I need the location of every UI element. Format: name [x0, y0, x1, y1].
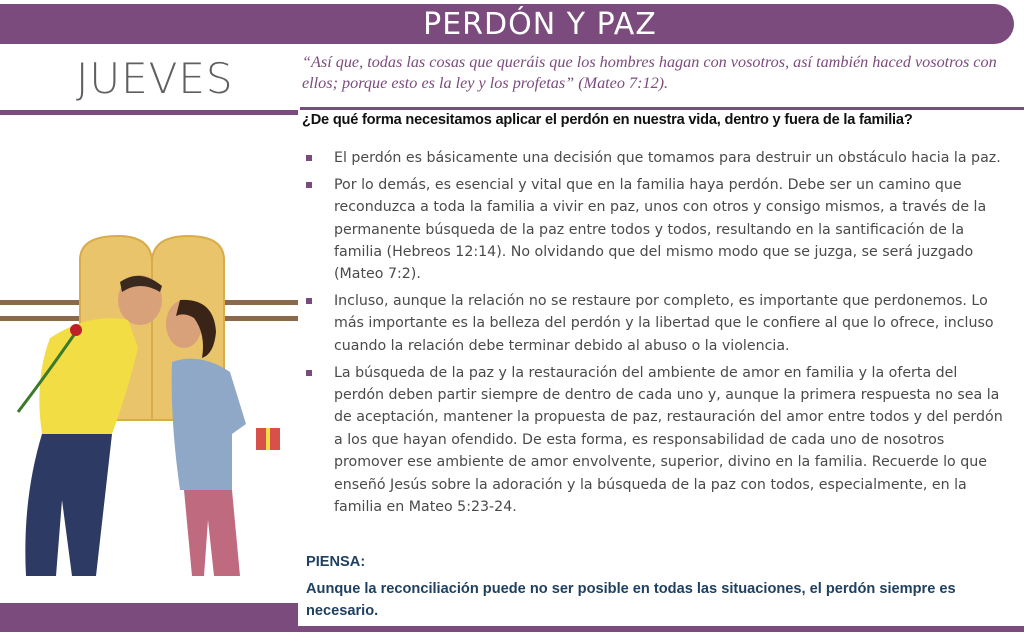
bullet-text: El perdón es básicamente una decisión que tomamos para destruir un obstáculo hacia la paz. — [334, 150, 1001, 166]
square-bullet-icon — [306, 155, 312, 161]
woman-blouse — [172, 359, 246, 490]
piensa-text: Aunque la reconciliación puede no ser posible en todas las situaciones, el perdón siempre es necesario. — [306, 581, 956, 619]
bullet-item — [306, 362, 1006, 519]
bullet-item — [306, 290, 1006, 357]
quote-divider — [300, 107, 1024, 110]
study-question: ¿De qué forma necesitamos aplicar el perdón en nuestra vida, dentro y fuera de la familia? — [302, 112, 913, 128]
bullet-text: La búsqueda de la paz y la restauración del ambiente de amor en familia y la oferta del perdón deben partir siempre de dentro de cada uno y, aunque la primera respuesta no sea la de aceptación, mantener la propuesta de paz, restauración del amor entre todos y del perdón a los que hayan ofendido. De esta forma, es responsabilidad de cada uno de nosotros promover ese ambiente de amor envolvente, superior, divino en la familia. Recuerde lo que enseñó Jesús sobre la adoración y la búsqueda de la paz con todos, especialmente, en la familia en Mateo 5:23-24. — [334, 364, 1003, 515]
square-bullet-icon — [306, 370, 312, 376]
day-divider — [0, 110, 298, 115]
man-trousers — [25, 434, 112, 576]
piensa-label: PIENSA: — [306, 554, 366, 570]
square-bullet-icon — [306, 182, 312, 188]
day-label: JUEVES — [76, 54, 234, 103]
page-title: PERDÓN Y PAZ — [423, 7, 657, 42]
woman-skirt — [184, 490, 240, 576]
bible-quote: “Así que, todas las cosas que queráis que los hombres hagan con vosotros, así también haced vosotros con ellos; porque esto es la ley y los profetas” (Mateo 7:12). — [302, 53, 997, 92]
bullet-text: Incluso, aunque la relación no se restaure por completo, es importante que perdonemos. Lo más importante es la belleza del perdón y la libertad que le confiere al que lo ofrece, incluso cuando la relación debe terminar debido al abuso o la violencia. — [334, 293, 994, 354]
bullet-list — [306, 147, 1006, 523]
bullet-text: Por lo demás, es esencial y vital que en la familia haya perdón. Debe ser un camino que reconduzca a toda la familia a vivir en paz, unos con otros y consigo mismos, a través de la permanente búsqueda de la paz entre todos y todos, resultando en la santificación de la familia (Hebreos 12:14). No olvidando que del mismo modo que se juzga, se será juzgado (Mateo 7:2). — [334, 176, 987, 283]
gift-ribbon — [266, 428, 270, 450]
footer-line — [298, 626, 1024, 632]
bullet-item — [306, 147, 1006, 169]
rose-flower — [70, 324, 82, 336]
square-bullet-icon — [306, 298, 312, 304]
bullet-item — [306, 174, 1006, 286]
footer-bar — [0, 603, 298, 632]
couple-kiss-tablets-illustration — [0, 220, 298, 582]
